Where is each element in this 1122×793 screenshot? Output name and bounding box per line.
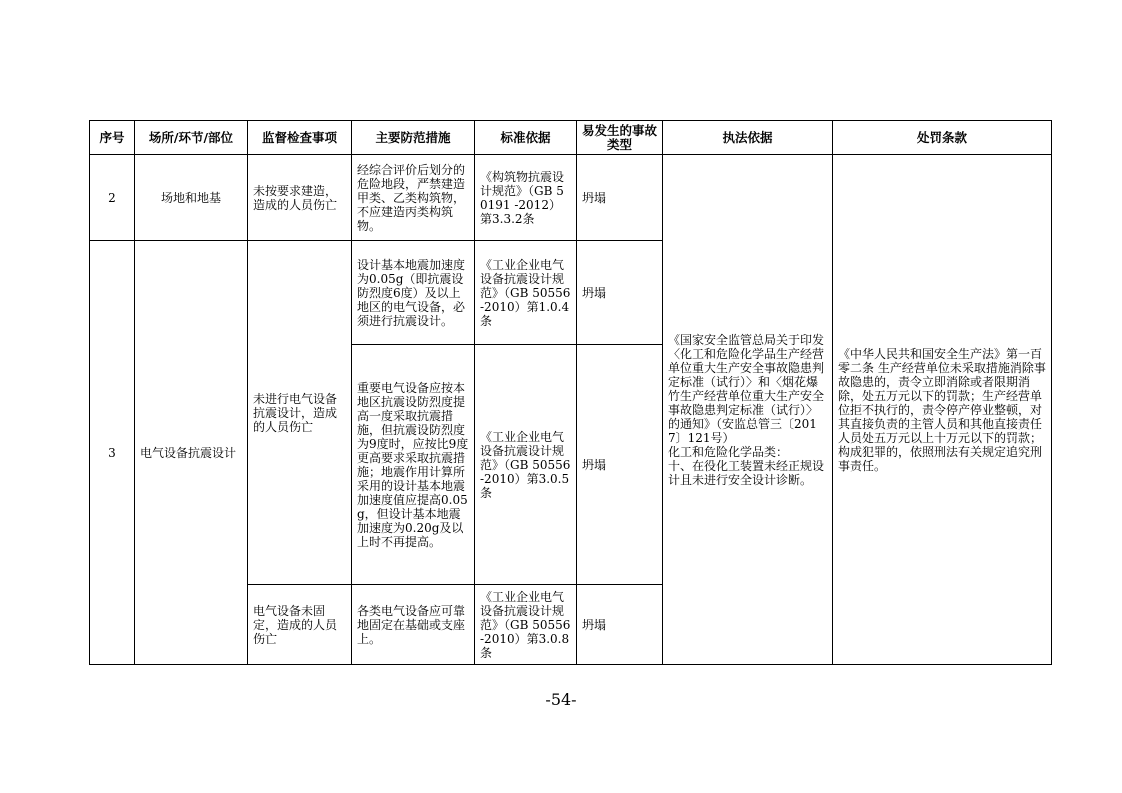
header-item: 监督检查事项: [248, 121, 352, 155]
measure-cell: 经综合评价后划分的危险地段，严禁建造甲类、乙类构筑物，不应建造丙类构筑物。: [352, 155, 475, 241]
header-place: 场所/环节/部位: [135, 121, 248, 155]
header-law: 执法依据: [663, 121, 833, 155]
header-seq: 序号: [90, 121, 135, 155]
item-cell: 未进行电气设备抗震设计，造成的人员伤亡: [248, 241, 352, 585]
header-row: [90, 121, 1052, 155]
page-number: -54-: [545, 690, 577, 709]
place-cell: 场地和地基: [135, 155, 248, 241]
place-cell: 电气设备抗震设计: [135, 241, 248, 665]
law-cell: [663, 155, 833, 665]
standard-cell: 《工业企业电气设备抗震设计规范》（GB 50556 -2010）第3.0.8条: [475, 585, 577, 665]
regulation-table: [89, 120, 1052, 665]
header-standard: 标准依据: [475, 121, 577, 155]
measure-cell: 重要电气设备应按本地区抗震设防烈度提高一度采取抗震措施，但抗震设防烈度为9度时，应按比9度更高要求采取抗震措施；地震作用计算所采用的设计基本地震加速度值应提高0.05g，但设计基本地震加速度为0.20g及以上时不再提高。: [352, 345, 475, 585]
standard-cell: 《工业企业电气设备抗震设计规范》（GB 50556 -2010）第1.0.4条: [475, 241, 577, 345]
accident-cell: 坍塌: [577, 345, 663, 585]
accident-cell: 坍塌: [577, 241, 663, 345]
penalty-text: 《中华人民共和国安全生产法》第一百零二条 生产经营单位未采取措施消除事故隐患的，责令立即消除或者限期消除，处五万元以下的罚款；生产经营单位拒不执行的，责令停产停业整顿，对其直接负责的主管人员和其他直接责任人员处五万元以上十万元以下的罚款；构成犯罪的，依照刑法有关规定追究刑事责任。: [838, 346, 1046, 473]
header-measure: 主要防范措施: [352, 121, 475, 155]
table-row: [90, 155, 1052, 241]
item-cell: 电气设备未固定，造成的人员伤亡: [248, 585, 352, 665]
header-penalty: 处罚条款: [833, 121, 1052, 155]
seq-cell: 2: [90, 155, 135, 241]
measure-cell: 各类电气设备应可靠地固定在基础或支座上。: [352, 585, 475, 665]
standard-cell: 《构筑物抗震设计规范》（GB 50191 -2012）第3.3.2条: [475, 155, 577, 241]
item-cell: 未按要求建造，造成的人员伤亡: [248, 155, 352, 241]
header-accident: 易发生的事故类型: [577, 121, 663, 155]
accident-cell: 坍塌: [577, 155, 663, 241]
standard-cell: 《工业企业电气设备抗震设计规范》（GB 50556 -2010）第3.0.5条: [475, 345, 577, 585]
seq-cell: 3: [90, 241, 135, 665]
penalty-cell: [833, 155, 1052, 665]
measure-cell: 设计基本地震加速度为0.05g（即抗震设防烈度6度）及以上地区的电气设备，必须进行抗震设计。: [352, 241, 475, 345]
accident-cell: 坍塌: [577, 585, 663, 665]
law-text: 《国家安全监管总局关于印发〈化工和危险化学品生产经营单位重大生产安全事故隐患判定标准（试行）〉和〈烟花爆竹生产经营单位重大生产安全事故隐患判定标准（试行）〉的通知》（安监总管三〔2017〕121号） 化工和危险化学品类： 十、在役化工装置未经正规设计且未进行安全设计诊断。: [668, 332, 825, 487]
